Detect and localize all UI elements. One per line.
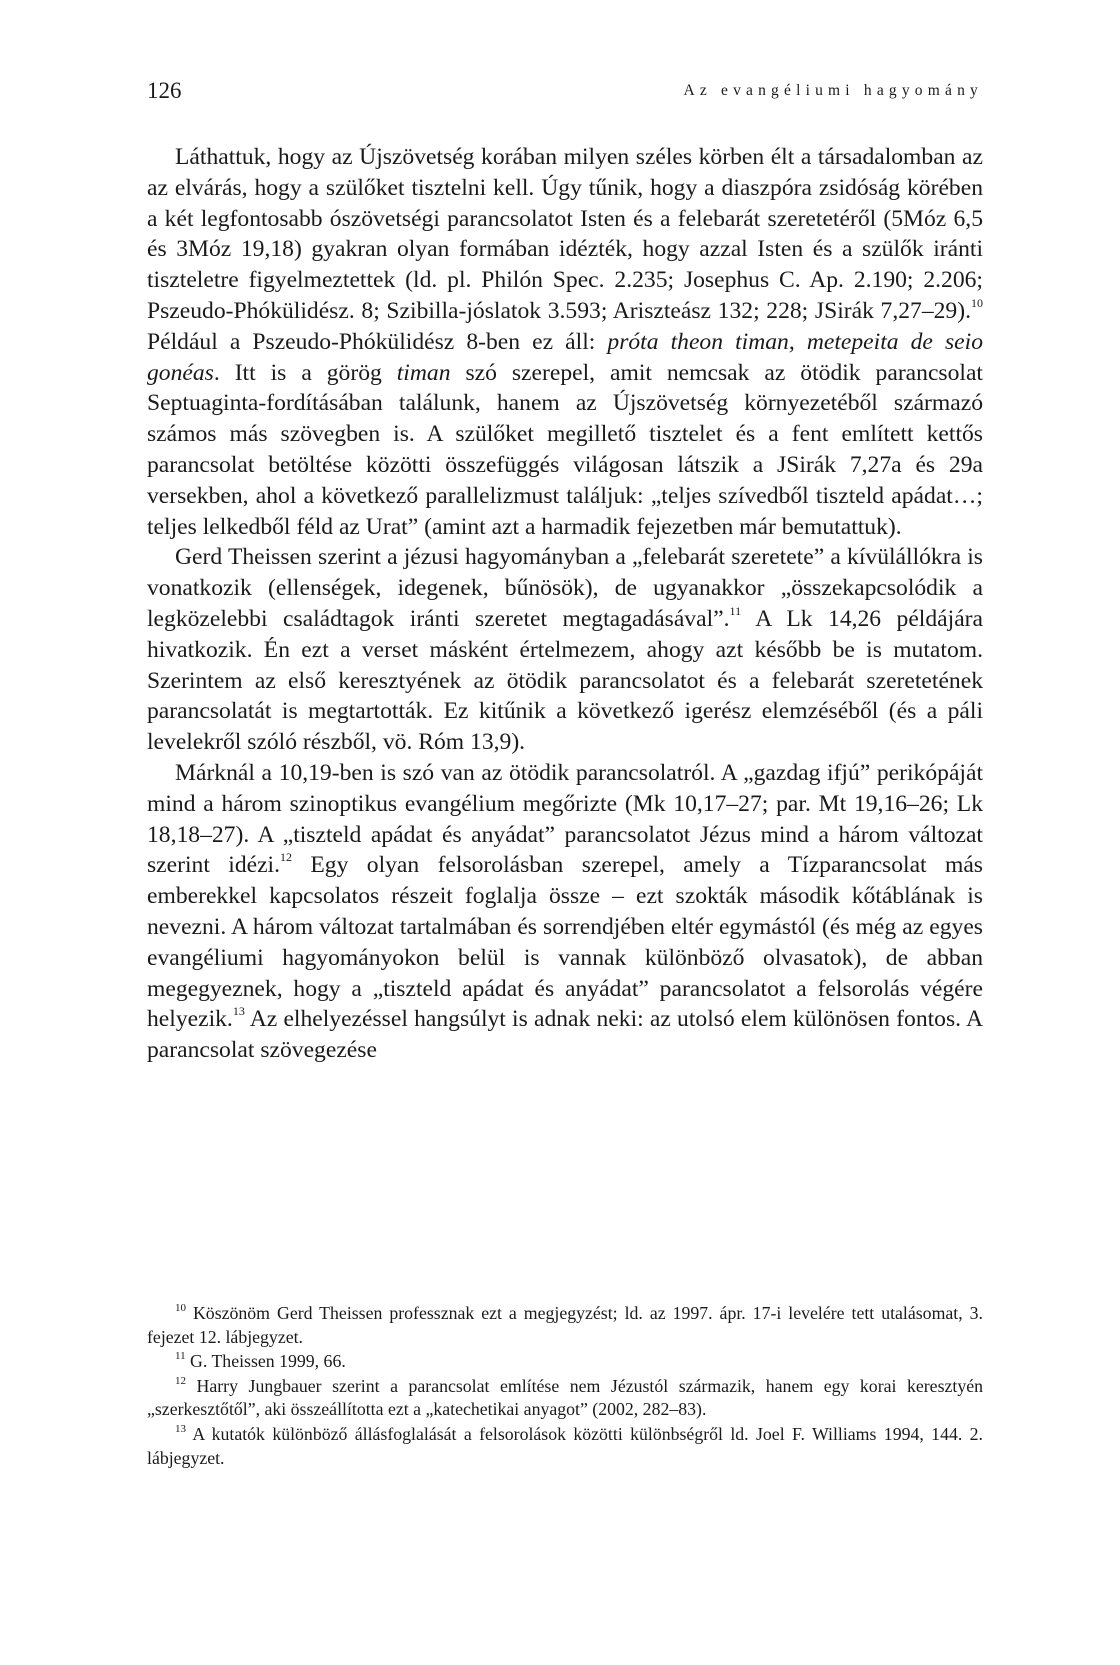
text-run: . Itt is a görög — [213, 359, 397, 386]
book-page — [147, 78, 983, 1638]
text-run: Az elhelyezéssel hangsúlyt is adnak neki: az utolsó elem különösen fontos. A parancsolat szövegezése — [147, 1006, 983, 1064]
text-run: Láthattuk, hogy az Újszövetség korában milyen széles körben élt a társadalomban az az elvárás, hogy a szülőket tisztelni kell. Úgy tűnik, hogy a diaszpóra zsidóság körében a két legfontosabb ószövetségi parancsolatot Isten és a felebarát szeretetéről (5Móz 6,5 és 3Móz 19,18) gyakran olyan formában idézték, hogy azzal Isten és a szülők iránti tiszteletre figyelmeztettek (ld. pl. Philón Spec. 2.235; Josephus C. Ap. 2.190; 2.206; Pszeudo-Phókülidész. 8; Szibilla-jóslatok 3.593; Ariszteász 132; 228; JSirák 7,27–29). — [147, 144, 983, 324]
text-run: Egy olyan felsorolásban szerepel, amely a Tízparancsolat más emberekkel kapcsolatos részeit foglalja össze – ezt szokták második kőtáblának is nevezni. A három változat tartalmában és sorrendjében eltér egymástól (és még az egyes evangéliumi hagyományokon belül is vannak különböző olvasatok), de abban megegyeznek, hogy a „tiszteld apádat és anyádat” parancsolatot a felsorolás végére helyezik. — [147, 852, 983, 1033]
paragraph — [147, 142, 983, 542]
footnote-reference: 12 — [280, 850, 293, 865]
running-title: Az evangéliumi hagyomány — [683, 82, 983, 99]
footnote-number: 10 — [175, 1302, 186, 1315]
italic-text: timan — [396, 359, 451, 386]
text-run: szó szerepel, amit nemcsak az ötödik parancsolat Septuaginta-fordításában találunk, hanem az Újszövetség környezetéből származó számos más szövegben is. A szülőket megillető tisztelet és a fent említett kettős parancsolat betöltése közötti összefüggés világosan látszik a JSirák 7,27a és 29a versekben, ahol a következő parallelizmust találjuk: „teljes szívedből tiszteld apádat…; teljes lelkedből féld az Urat” (amint azt a harmadik fejezetben már bemutattuk). — [147, 359, 983, 540]
text-run: Gerd Theissen szerint a jézusi hagyományban a „felebarát szeretete” a kívülállókra is vonatkozik (ellenségek, idegenek, bűnösök), de ugyanakkor „összekapcsolódik a legközelebbi családtagok iránti szeretet megtagadásával”. — [147, 544, 983, 632]
footnotes — [147, 1302, 983, 1471]
footnote-number: 11 — [175, 1350, 186, 1363]
text-run: Például a Pszeudo-Phókülidész 8-ben ez áll: — [147, 328, 608, 355]
text-run: A Lk 14,26 példájára hivatkozik. Én ezt a verset másként értelmezem, ahogy azt később be is mutatom. Szerintem az első keresztyének az ötödik parancsolatot és a felebarát szeretetének parancsolatát is megtartották. Ez kitűnik a következő igerész elemzéséből (és a páli levelekről szóló részből, vö. Róm 13,9). — [147, 605, 983, 756]
running-head — [147, 78, 983, 108]
italic-text: próta theon timan, metepeita de seio gonéas — [147, 328, 983, 386]
paragraph — [147, 758, 983, 1066]
footnote-reference: 11 — [729, 604, 742, 619]
footnote — [147, 1375, 983, 1422]
footnote-text: Köszönöm Gerd Theissen professznak ezt a megjegyzést; ld. az 1997. ápr. 17-i levelére tett utalásomat, 3. fejezet 12. lábjegyzet. — [147, 1303, 983, 1347]
footnote-number: 13 — [175, 1423, 186, 1436]
footnote — [147, 1350, 983, 1374]
footnote-number: 12 — [175, 1374, 186, 1387]
footnote-text: G. Theissen 1999, 66. — [185, 1351, 346, 1372]
footnote-reference: 10 — [971, 296, 983, 311]
paragraph — [147, 542, 983, 758]
page-number: 126 — [147, 78, 182, 103]
footnote-text: Harry Jungbauer szerint a parancsolat említése nem Jézustól származik, hanem egy korai keresztyén „szerkesztőtől”, aki összeállította ezt a „katechetikai anyagot” (2002, 282–83). — [147, 1375, 983, 1420]
text-run: Márknál a 10,19-ben is szó van az ötödik parancsolatról. A „gazdag ifjú” perikópáját mind a három szinoptikus evangélium megőrizte (Mk 10,17–27; par. Mt 19,16–26; Lk 18,18–27). A „tiszteld apádat és anyádat” parancsolatot Jézus mind a három változat szerint idézi. — [147, 759, 983, 879]
footnote — [147, 1302, 983, 1349]
footnote-text: A kutatók különböző állásfoglalását a felsorolások közötti különbségről ld. Joel F. Williams 1994, 144. 2. lábjegyzet. — [147, 1423, 983, 1468]
footnote-reference: 13 — [232, 1004, 245, 1019]
body-text — [147, 142, 983, 1066]
footnote — [147, 1423, 983, 1470]
